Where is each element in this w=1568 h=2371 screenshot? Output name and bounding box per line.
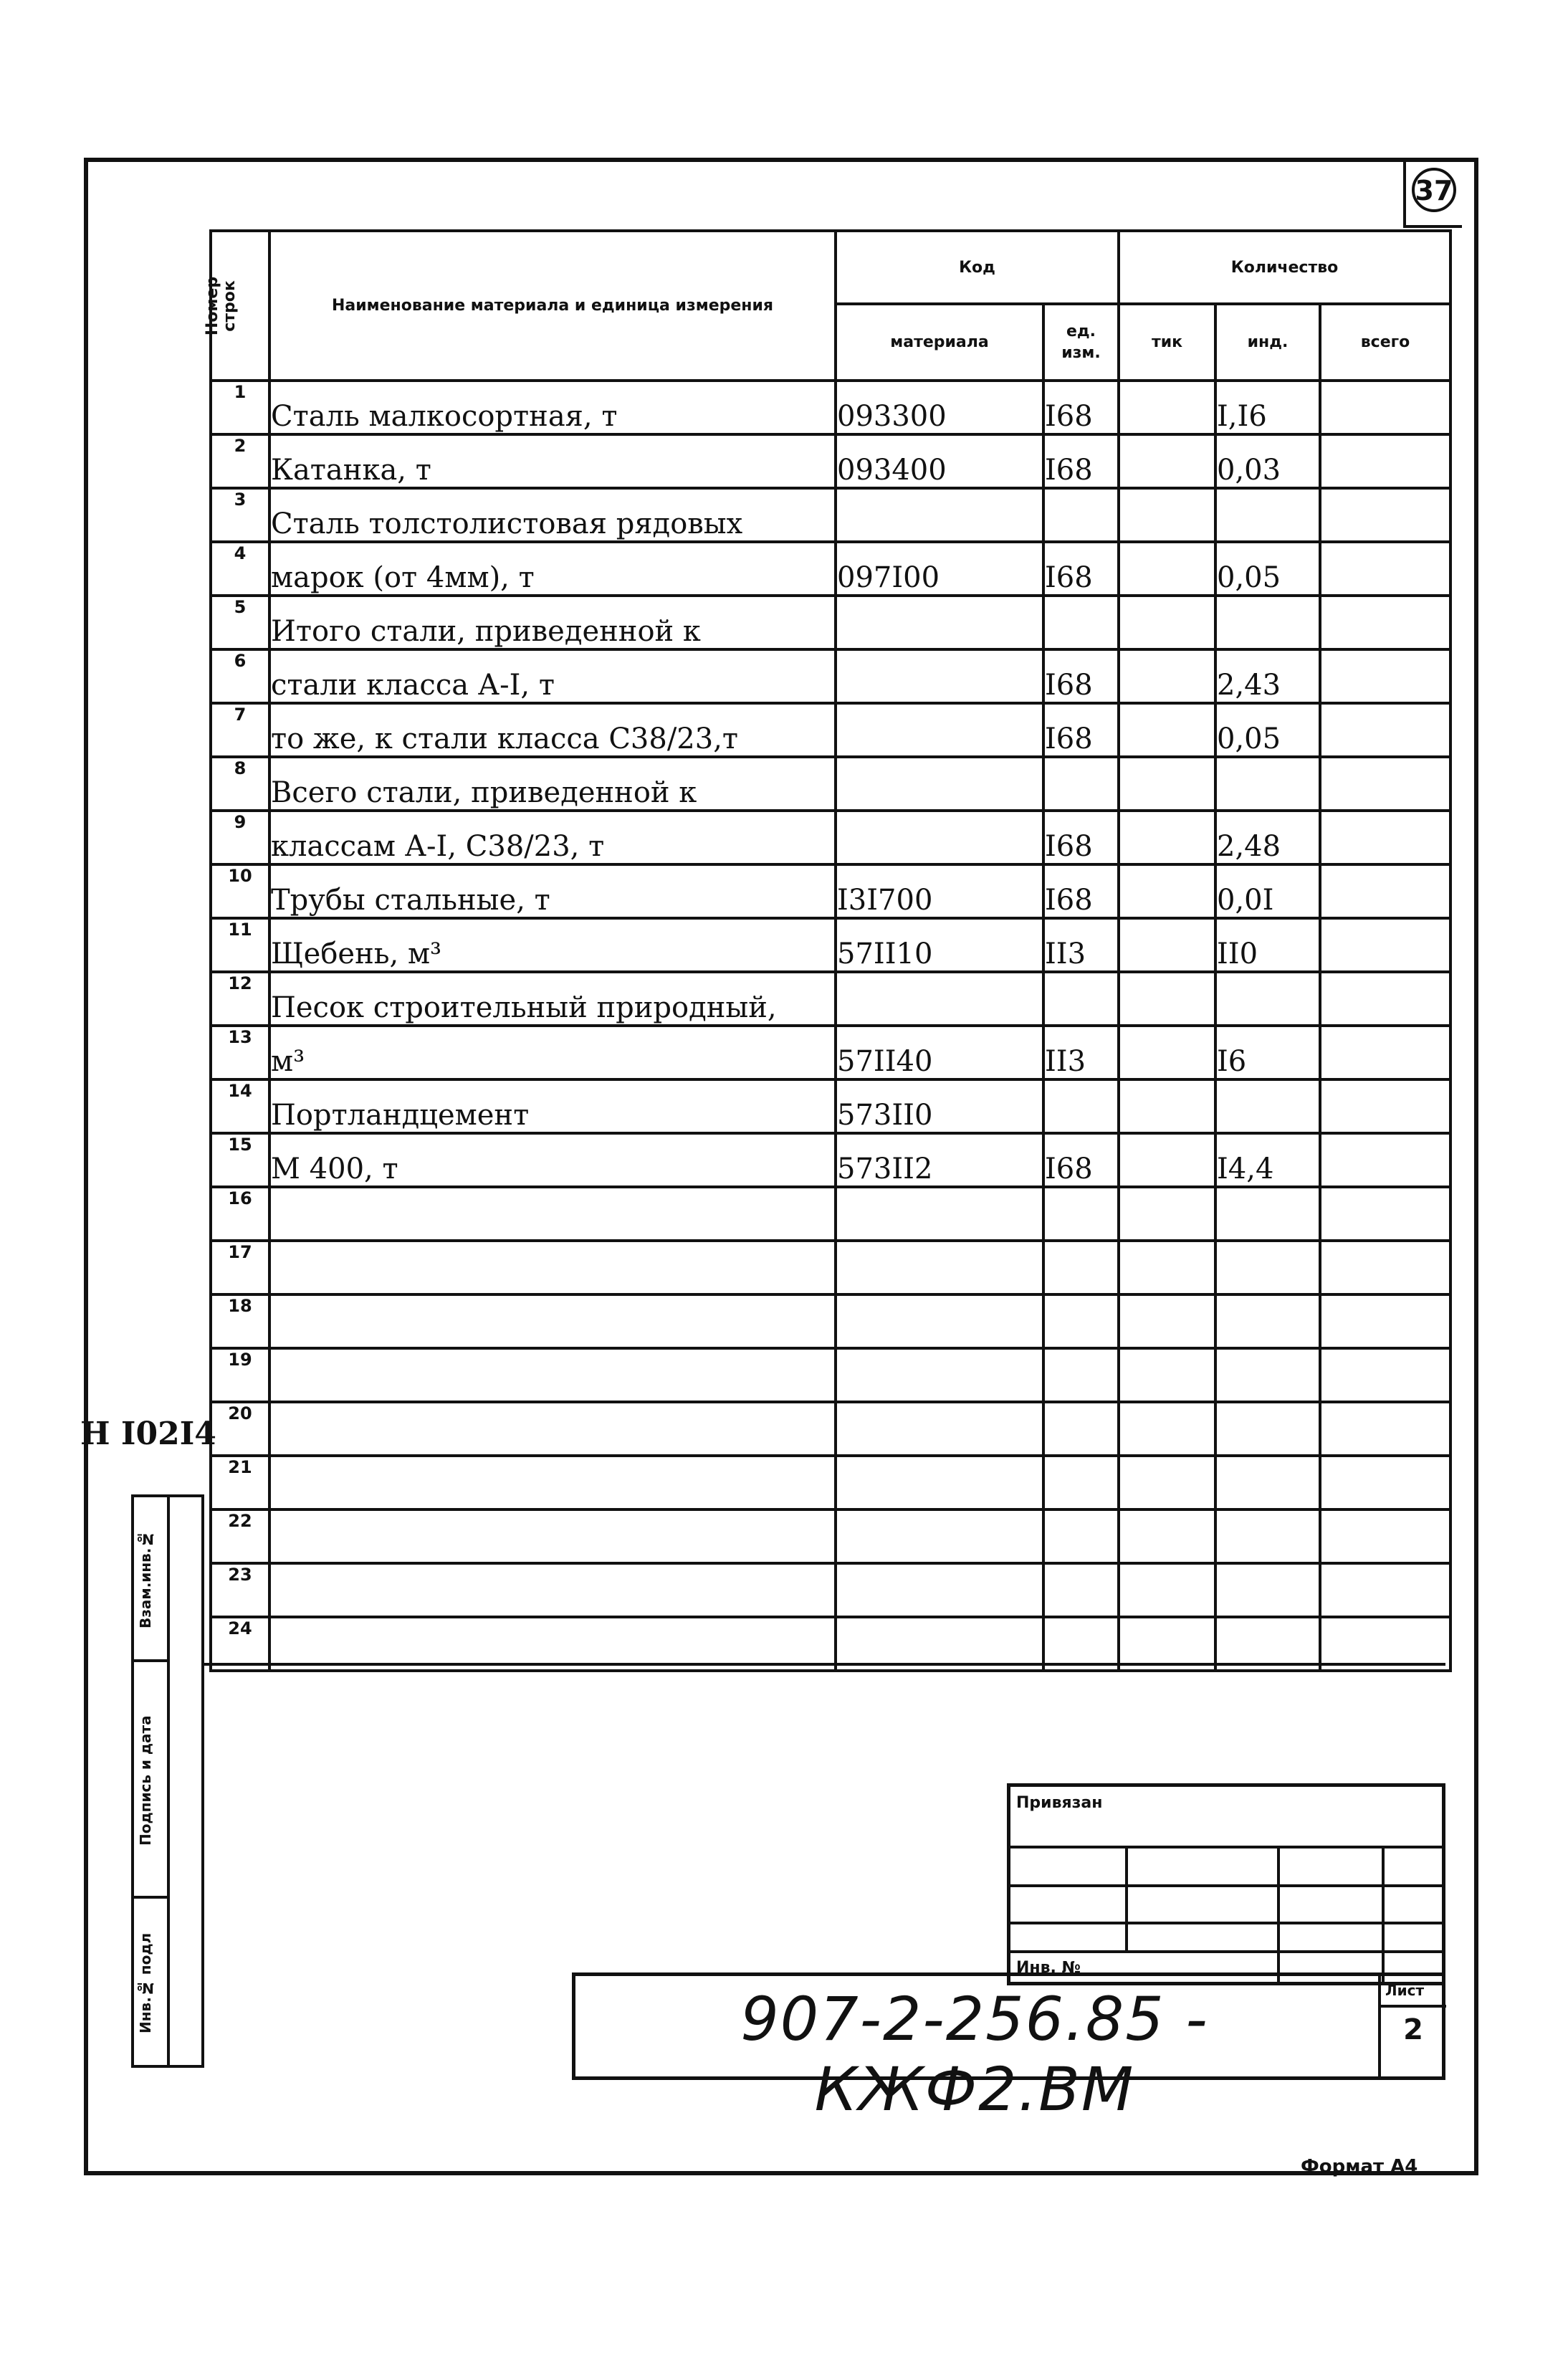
qty-tik	[1119, 1509, 1215, 1563]
header-code-unit: ед. изм.	[1043, 304, 1119, 381]
document-number: 907-2-256.85 - КЖФ2.ВМ	[740, 1984, 1209, 2124]
side-vzam-inv: Взам.инв.№	[137, 1530, 154, 1629]
material-name: классам А-I, С38/23, т	[269, 811, 836, 864]
side-inventory-number: Н I02I4	[80, 1416, 216, 1452]
unit-code: II3	[1043, 918, 1119, 972]
table-row	[211, 703, 1450, 757]
unit-code: II3	[1043, 1026, 1119, 1079]
side-inv-podl: Инв.№ подл	[137, 1932, 154, 2034]
material-name	[269, 1187, 836, 1241]
qty-total	[1320, 1079, 1450, 1133]
qty-ind	[1215, 1456, 1320, 1509]
side-podpis-data: Подпись и дата	[137, 1715, 154, 1846]
qty-total	[1320, 1026, 1450, 1079]
row-number: 8	[211, 757, 269, 811]
qty-tik	[1119, 542, 1215, 596]
qty-ind	[1215, 1563, 1320, 1617]
sheet-number-box	[1403, 162, 1462, 228]
qty-ind	[1215, 1402, 1320, 1456]
material-name: Трубы стальные, т	[269, 864, 836, 918]
row-number: 2	[211, 434, 269, 488]
qty-ind: I6	[1215, 1026, 1320, 1079]
qty-tik	[1119, 434, 1215, 488]
material-code: 093300	[836, 381, 1043, 434]
table-row	[211, 1294, 1450, 1348]
unit-code: I68	[1043, 381, 1119, 434]
unit-code	[1043, 1402, 1119, 1456]
side-stamp-strip	[131, 1494, 204, 2068]
row-number: 17	[211, 1241, 269, 1294]
qty-tik	[1119, 1402, 1215, 1456]
materials-table	[204, 229, 1452, 1672]
qty-ind: 0,05	[1215, 703, 1320, 757]
unit-code: I68	[1043, 649, 1119, 703]
material-code	[836, 703, 1043, 757]
qty-ind: 0,05	[1215, 542, 1320, 596]
material-code	[836, 1187, 1043, 1241]
table-row	[211, 542, 1450, 596]
table-row	[211, 918, 1450, 972]
material-code	[836, 1348, 1043, 1402]
unit-code	[1043, 1241, 1119, 1294]
row-number: 24	[211, 1617, 269, 1671]
material-code: 57II40	[836, 1026, 1043, 1079]
row-number: 16	[211, 1187, 269, 1241]
row-number: 12	[211, 972, 269, 1026]
material-code	[836, 488, 1043, 542]
unit-code	[1043, 1079, 1119, 1133]
material-name: Всего стали, приведенной к	[269, 757, 836, 811]
unit-code: I68	[1043, 434, 1119, 488]
qty-total	[1320, 434, 1450, 488]
material-name: Катанка, т	[269, 434, 836, 488]
qty-tik	[1119, 1241, 1215, 1294]
material-code	[836, 596, 1043, 649]
unit-code: I68	[1043, 1133, 1119, 1187]
qty-tik	[1119, 972, 1215, 1026]
bottom-rule	[204, 1663, 1445, 1666]
qty-tik	[1119, 811, 1215, 864]
material-code	[836, 1241, 1043, 1294]
material-name	[269, 1241, 836, 1294]
unit-code: I68	[1043, 864, 1119, 918]
qty-ind: 2,43	[1215, 649, 1320, 703]
qty-ind	[1215, 488, 1320, 542]
row-number: 7	[211, 703, 269, 757]
unit-code	[1043, 757, 1119, 811]
qty-total	[1320, 381, 1450, 434]
unit-code	[1043, 1509, 1119, 1563]
row-number: 11	[211, 918, 269, 972]
material-name	[269, 1348, 836, 1402]
qty-total	[1320, 864, 1450, 918]
material-code	[836, 1294, 1043, 1348]
table-row	[211, 1026, 1450, 1079]
qty-total	[1320, 972, 1450, 1026]
header-material-name: Наименование материала и единица измерения	[269, 231, 836, 381]
header-quantity: Количество	[1119, 231, 1450, 304]
paper-format: Формат А4	[1301, 2156, 1418, 2177]
qty-total	[1320, 1133, 1450, 1187]
qty-total	[1320, 649, 1450, 703]
material-name: Щебень, м³	[269, 918, 836, 972]
qty-ind	[1215, 1294, 1320, 1348]
table-row	[211, 488, 1450, 542]
sheet-circle-number: 37	[1412, 168, 1456, 212]
qty-ind	[1215, 1187, 1320, 1241]
qty-tik	[1119, 1563, 1215, 1617]
unit-code: I68	[1043, 811, 1119, 864]
qty-tik	[1119, 703, 1215, 757]
header-qty-ind: инд.	[1215, 304, 1320, 381]
table-row	[211, 434, 1450, 488]
row-number: 13	[211, 1026, 269, 1079]
material-code: 573II0	[836, 1079, 1043, 1133]
qty-tik	[1119, 1026, 1215, 1079]
qty-total	[1320, 757, 1450, 811]
unit-code	[1043, 488, 1119, 542]
qty-tik	[1119, 1294, 1215, 1348]
material-code	[836, 649, 1043, 703]
qty-tik	[1119, 918, 1215, 972]
material-name: Портландцемент	[269, 1079, 836, 1133]
qty-tik	[1119, 1348, 1215, 1402]
qty-tik	[1119, 757, 1215, 811]
unit-code	[1043, 1456, 1119, 1509]
qty-tik	[1119, 1456, 1215, 1509]
unit-code: I68	[1043, 703, 1119, 757]
qty-tik	[1119, 1079, 1215, 1133]
table-row	[211, 1187, 1450, 1241]
material-code	[836, 1563, 1043, 1617]
qty-total	[1320, 488, 1450, 542]
qty-ind: I,I6	[1215, 381, 1320, 434]
qty-ind	[1215, 596, 1320, 649]
row-number: 19	[211, 1348, 269, 1402]
material-name: Песок строительный природный,	[269, 972, 836, 1026]
qty-total	[1320, 1294, 1450, 1348]
header-qty-tik: тик	[1119, 304, 1215, 381]
table-row	[211, 381, 1450, 434]
material-name: Итого стали, приведенной к	[269, 596, 836, 649]
table-row	[211, 1133, 1450, 1187]
qty-total	[1320, 1509, 1450, 1563]
qty-total	[1320, 1348, 1450, 1402]
row-number: 9	[211, 811, 269, 864]
inv-no-label: Инв. №	[1016, 1959, 1081, 1977]
material-code	[836, 1509, 1043, 1563]
table-row	[211, 1563, 1450, 1617]
unit-code	[1043, 1294, 1119, 1348]
material-code: 097I00	[836, 542, 1043, 596]
material-code	[836, 811, 1043, 864]
row-number: 6	[211, 649, 269, 703]
row-number: 1	[211, 381, 269, 434]
qty-tik	[1119, 488, 1215, 542]
material-code: 093400	[836, 434, 1043, 488]
qty-tik	[1119, 864, 1215, 918]
header-code-material: материала	[836, 304, 1043, 381]
table-row	[211, 1079, 1450, 1133]
material-code	[836, 1402, 1043, 1456]
unit-code	[1043, 1563, 1119, 1617]
row-number: 14	[211, 1079, 269, 1133]
qty-ind	[1215, 1509, 1320, 1563]
material-name: м³	[269, 1026, 836, 1079]
material-name: Сталь толстолистовая рядовых	[269, 488, 836, 542]
header-code: Код	[836, 231, 1119, 304]
qty-ind: 2,48	[1215, 811, 1320, 864]
table-row	[211, 1348, 1450, 1402]
material-name	[269, 1563, 836, 1617]
qty-total	[1320, 1563, 1450, 1617]
table-row	[211, 864, 1450, 918]
qty-tik	[1119, 596, 1215, 649]
material-name: Сталь малкосортная, т	[269, 381, 836, 434]
material-code	[836, 1456, 1043, 1509]
unit-code	[1043, 972, 1119, 1026]
row-number: 22	[211, 1509, 269, 1563]
table-row	[211, 1241, 1450, 1294]
qty-tik	[1119, 381, 1215, 434]
header-row-number: Номер строк	[211, 231, 269, 381]
list-label: Лист	[1385, 1982, 1425, 1999]
qty-tik	[1119, 649, 1215, 703]
privyazan-label: Привязан	[1016, 1794, 1103, 1812]
unit-code	[1043, 1187, 1119, 1241]
qty-total	[1320, 1402, 1450, 1456]
material-name	[269, 1509, 836, 1563]
qty-ind: 0,03	[1215, 434, 1320, 488]
row-number: 20	[211, 1402, 269, 1456]
table-row	[211, 1402, 1450, 1456]
table-row	[211, 972, 1450, 1026]
row-number: 5	[211, 596, 269, 649]
qty-total	[1320, 596, 1450, 649]
material-code	[836, 757, 1043, 811]
qty-ind	[1215, 972, 1320, 1026]
material-code: 57II10	[836, 918, 1043, 972]
table-row	[211, 649, 1450, 703]
table-row	[211, 757, 1450, 811]
qty-ind	[1215, 1348, 1320, 1402]
material-code: 573II2	[836, 1133, 1043, 1187]
qty-total	[1320, 703, 1450, 757]
header-qty-total: всего	[1320, 304, 1450, 381]
qty-ind	[1215, 1079, 1320, 1133]
unit-code	[1043, 1348, 1119, 1402]
table-row	[211, 1456, 1450, 1509]
qty-total	[1320, 1456, 1450, 1509]
material-name: марок (от 4мм), т	[269, 542, 836, 596]
table-row	[211, 811, 1450, 864]
row-number: 18	[211, 1294, 269, 1348]
qty-tik	[1119, 1187, 1215, 1241]
qty-total	[1320, 1187, 1450, 1241]
qty-tik	[1119, 1133, 1215, 1187]
qty-total	[1320, 1241, 1450, 1294]
row-number: 21	[211, 1456, 269, 1509]
unit-code: I68	[1043, 542, 1119, 596]
material-name: стали класса А-I, т	[269, 649, 836, 703]
unit-code	[1043, 596, 1119, 649]
qty-ind: 0,0I	[1215, 864, 1320, 918]
qty-total	[1320, 918, 1450, 972]
qty-ind: II0	[1215, 918, 1320, 972]
list-value: 2	[1403, 2013, 1423, 2046]
material-name	[269, 1402, 836, 1456]
material-name	[269, 1456, 836, 1509]
qty-ind: I4,4	[1215, 1133, 1320, 1187]
qty-total	[1320, 542, 1450, 596]
material-name: М 400, т	[269, 1133, 836, 1187]
material-code	[836, 972, 1043, 1026]
qty-total	[1320, 811, 1450, 864]
row-number: 23	[211, 1563, 269, 1617]
row-number: 10	[211, 864, 269, 918]
title-block-upper	[1007, 1783, 1445, 1985]
material-name	[269, 1294, 836, 1348]
row-number: 4	[211, 542, 269, 596]
table-row	[211, 1509, 1450, 1563]
material-name: то же, к стали класса С38/23,т	[269, 703, 836, 757]
qty-ind	[1215, 1241, 1320, 1294]
row-number: 15	[211, 1133, 269, 1187]
material-code: I3I700	[836, 864, 1043, 918]
table-row	[211, 596, 1450, 649]
row-number: 3	[211, 488, 269, 542]
qty-ind	[1215, 757, 1320, 811]
